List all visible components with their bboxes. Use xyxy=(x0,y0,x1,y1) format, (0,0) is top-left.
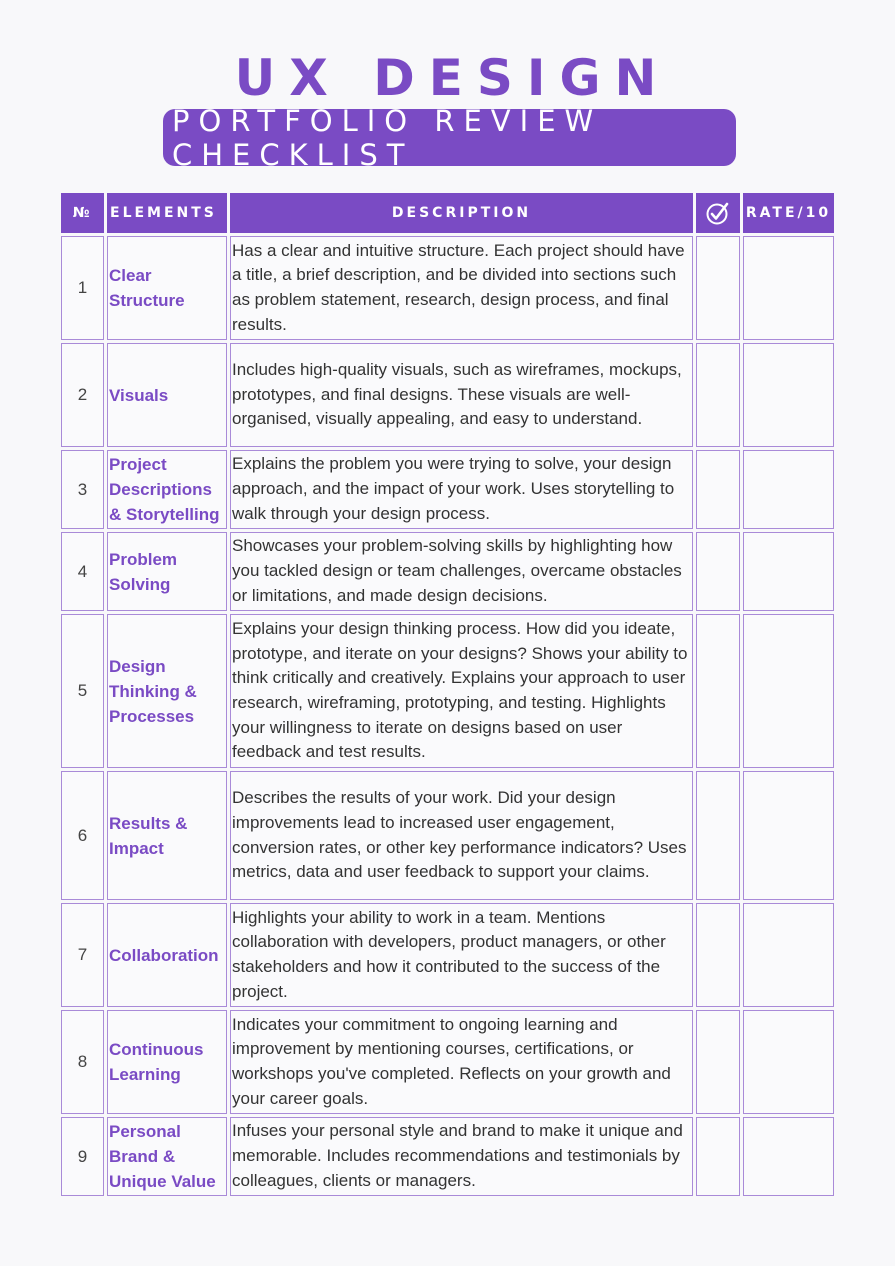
row-element: Collaboration xyxy=(107,903,227,1007)
row-element: Problem Solving xyxy=(107,532,227,611)
table-row xyxy=(61,532,834,611)
table-row xyxy=(61,343,834,447)
checklist-table xyxy=(58,190,837,1199)
check-circle-icon xyxy=(705,200,731,226)
row-check-box[interactable] xyxy=(696,236,740,340)
table-row xyxy=(61,771,834,900)
row-check-box[interactable] xyxy=(696,1010,740,1114)
table-row xyxy=(61,1117,834,1196)
row-rate-box[interactable] xyxy=(743,1117,834,1196)
row-number: 5 xyxy=(61,614,104,768)
subtitle-text: PORTFOLIO REVIEW CHECKLIST xyxy=(172,103,603,172)
table-row xyxy=(61,450,834,529)
row-element: Continuous Learning xyxy=(107,1010,227,1114)
row-description: Showcases your problem-solving skills by highlighting how you tackled design or team challenges, overcame obstacles or limitations, and made design decisions. xyxy=(230,532,693,611)
row-rate-box[interactable] xyxy=(743,771,834,900)
header-description: DESCRIPTION xyxy=(230,193,693,233)
row-number: 7 xyxy=(61,903,104,1007)
row-description: Indicates your commitment to ongoing learning and improvement by mentioning courses, certifications, or workshops you've completed. Reflects on your growth and your career goals. xyxy=(230,1010,693,1114)
header-check xyxy=(696,193,740,233)
row-rate-box[interactable] xyxy=(743,450,834,529)
row-rate-box[interactable] xyxy=(743,903,834,1007)
row-rate-box[interactable] xyxy=(743,614,834,768)
row-check-box[interactable] xyxy=(696,771,740,900)
table-row xyxy=(61,614,834,768)
row-description: Has a clear and intuitive structure. Each project should have a title, a brief description, and be divided into sections such as problem statement, research, design process, and final results. xyxy=(230,236,693,340)
table-row xyxy=(61,903,834,1007)
header-number: № xyxy=(61,193,104,233)
row-description: Highlights your ability to work in a team. Mentions collaboration with developers, product managers, or other stakeholders and how it contributed to the success of the project. xyxy=(230,903,693,1007)
table-header-row xyxy=(61,193,834,233)
row-element: Project Descriptions & Storytelling xyxy=(107,450,227,529)
table-body xyxy=(61,236,834,1196)
row-number: 4 xyxy=(61,532,104,611)
row-number: 6 xyxy=(61,771,104,900)
table-row xyxy=(61,236,834,340)
row-description: Explains your design thinking process. How did you ideate, prototype, and iterate on your designs? Shows your ability to think critically and creatively. Explains your approach to user research, wireframing, prototyping, and testing. Highlights your willingness to iterate on designs based on user feedback and test results. xyxy=(230,614,693,768)
row-number: 9 xyxy=(61,1117,104,1196)
row-rate-box[interactable] xyxy=(743,236,834,340)
header-elements: ELEMENTS xyxy=(107,193,227,233)
page-title: UX DESIGN xyxy=(234,49,671,107)
row-rate-box[interactable] xyxy=(743,343,834,447)
row-rate-box[interactable] xyxy=(743,532,834,611)
row-number: 8 xyxy=(61,1010,104,1114)
subtitle-banner xyxy=(163,103,736,172)
header-rate: RATE/10 xyxy=(743,193,834,233)
row-check-box[interactable] xyxy=(696,903,740,1007)
row-check-box[interactable] xyxy=(696,614,740,768)
row-element: Design Thinking & Processes xyxy=(107,614,227,768)
row-description: Includes high-quality visuals, such as wireframes, mockups, prototypes, and final designs. These visuals are well-organised, visually appealing, and easy to understand. xyxy=(230,343,693,447)
row-element: Results & Impact xyxy=(107,771,227,900)
row-check-box[interactable] xyxy=(696,450,740,529)
row-description: Explains the problem you were trying to solve, your design approach, and the impact of your work. Uses storytelling to walk through your design process. xyxy=(230,450,693,529)
row-rate-box[interactable] xyxy=(743,1010,834,1114)
row-description: Describes the results of your work. Did your design improvements lead to increased user engagement, conversion rates, or other key performance indicators? Uses metrics, data and user feedback to support your claims. xyxy=(230,771,693,900)
row-number: 2 xyxy=(61,343,104,447)
row-element: Personal Brand & Unique Value xyxy=(107,1117,227,1196)
row-element: Visuals xyxy=(107,343,227,447)
row-number: 1 xyxy=(61,236,104,340)
row-check-box[interactable] xyxy=(696,1117,740,1196)
row-check-box[interactable] xyxy=(696,532,740,611)
row-check-box[interactable] xyxy=(696,343,740,447)
row-element: Clear Structure xyxy=(107,236,227,340)
table-row xyxy=(61,1010,834,1114)
row-description: Infuses your personal style and brand to make it unique and memorable. Includes recommendations and testimonials by colleagues, clients or managers. xyxy=(230,1117,693,1196)
row-number: 3 xyxy=(61,450,104,529)
